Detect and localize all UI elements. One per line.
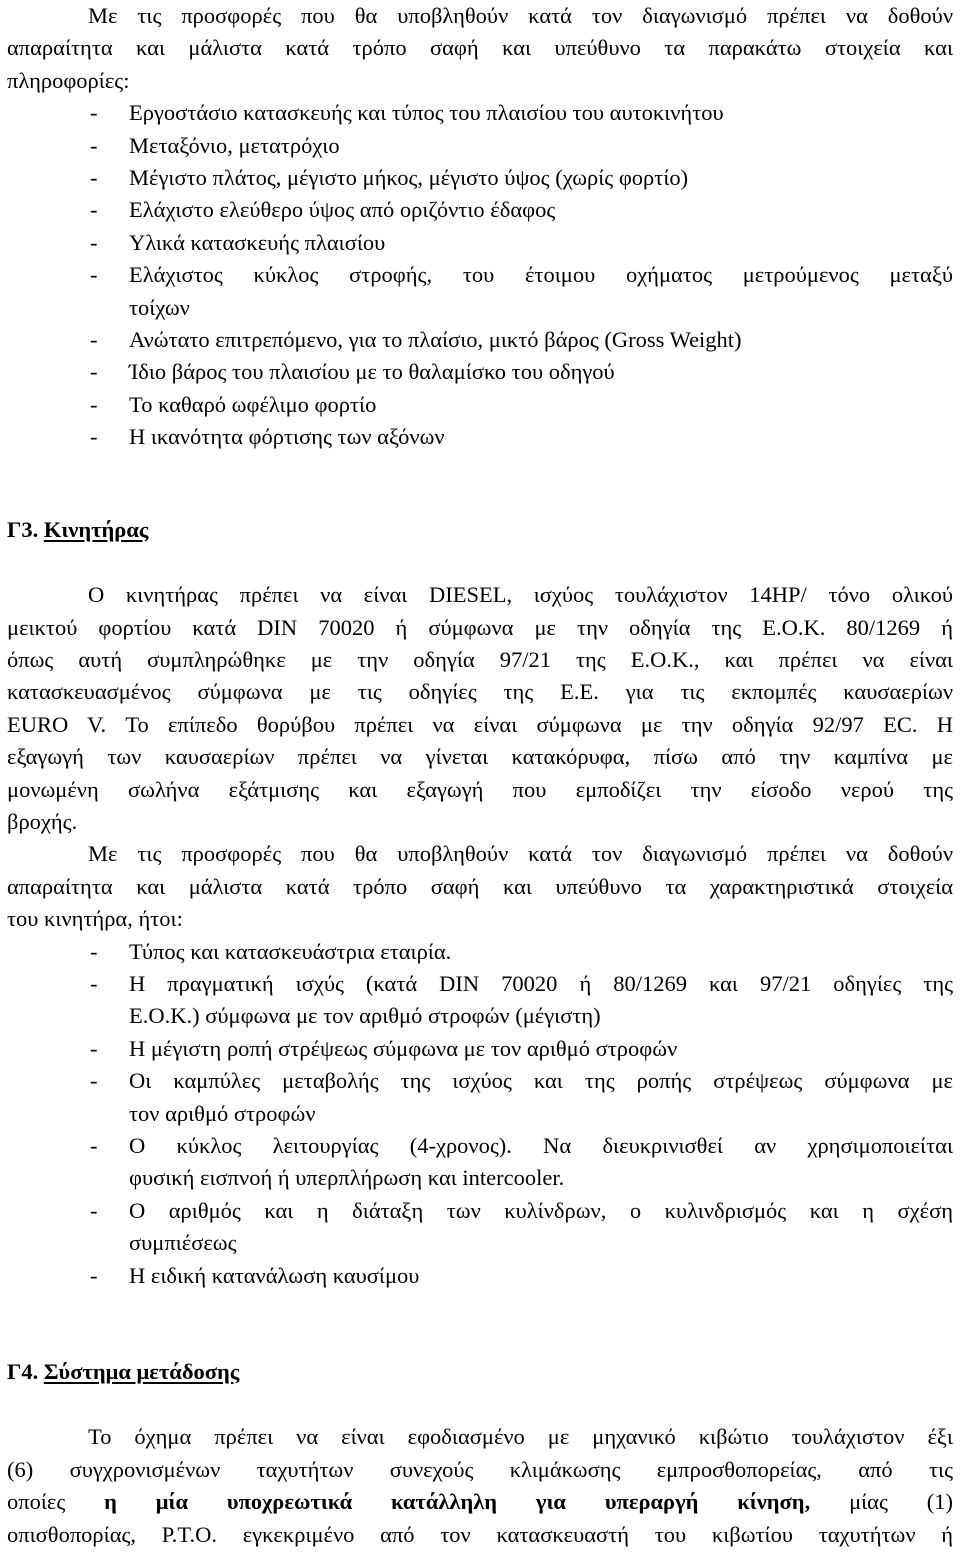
list-item: [7, 162, 953, 194]
text-line: (6) συγχρονισμένων ταχυτήτων συνεχούς κλιμάκωσης εμπροσθοπορείας, από τις: [7, 1456, 953, 1482]
list-item-text: Τύπος και κατασκευάστρια εταιρία.: [129, 938, 452, 964]
list-dash: -: [90, 132, 98, 158]
text-line: απαραίτητα και μάλιστα κατά τρόπο σαφή και υπεύθυνο τα παρακάτω στοιχεία και: [7, 35, 953, 61]
text-line: Με τις προσφορές που θα υποβληθούν κατά τον διαγωνισμό πρέπει να δοθούν: [88, 841, 953, 867]
text-line-mixed: [7, 1486, 953, 1518]
list-item-text-line: Ε.Ο.Κ.) σύμφωνα με τον αριθμό στροφών (μέγιστη): [129, 1003, 601, 1029]
list-dash: -: [90, 970, 98, 996]
list-item: [7, 1065, 953, 1130]
list-dash: -: [90, 1197, 98, 1223]
list-dash: -: [90, 197, 98, 223]
text-line: όπως αυτή συμπληρώθηκε με την οδηγία 97/21 της Ε.Ο.Κ., και πρέπει να είναι: [7, 646, 953, 672]
list-dash: -: [90, 391, 98, 417]
list-item-text: Ανώτατο επιτρεπόμενο, για το πλαίσιο, μικτό βάρος (Gross Weight): [129, 327, 742, 353]
list-item-text-line: Οι καμπύλες μεταβολής της ισχύος και της ροπής στρέψεως σύμφωνα με: [129, 1068, 953, 1094]
list-item-text: Εργοστάσιο κατασκευής και τύπος του πλαισίου του αυτοκινήτου: [129, 100, 724, 126]
section-title: Κινητήρας: [43, 516, 149, 542]
list-item: [7, 227, 953, 259]
engine-offer-paragraph: [7, 838, 953, 935]
list-item-text: Η ειδική κατανάλωση καυσίμου: [129, 1262, 420, 1288]
list-item: [7, 194, 953, 226]
bold-text: η μία υποχρεωτικά κατάλληλη για υπεραργή κίνηση,: [104, 1489, 811, 1515]
list-dash: -: [90, 327, 98, 353]
list-item-text: Υλικά κατασκευής πλαισίου: [129, 229, 386, 255]
text-line: οπισθοπορίας, P.T.O. εγκεκριμένο από τον κατασκευαστή του κιβωτίου ταχυτήτων ή: [7, 1521, 953, 1547]
list-item-text-line: Ο κύκλος λειτουργίας (4-χρονος). Να διευκρινισθεί αν χρησιμοποιείται: [129, 1133, 953, 1158]
text-span: μίας (1): [810, 1489, 953, 1515]
list-dash: -: [90, 100, 98, 126]
list-item-text-line: τον αριθμό στροφών: [129, 1100, 316, 1126]
list-item: [7, 356, 953, 388]
list-item: [7, 968, 953, 1033]
text-line: απαραίτητα και μάλιστα κατά τρόπο σαφή και υπεύθυνο τα χαρακτηριστικά στοιχεία: [7, 873, 953, 899]
text-line: κατασκευασμένος σύμφωνα με τις οδηγίες της Ε.Ε. για τις εκπομπές καυσαερίων: [7, 679, 953, 705]
list-item-text-line: συμπιέσεως: [129, 1230, 237, 1256]
list-item: [7, 97, 953, 129]
list-item-text-line: τοίχων: [129, 294, 190, 320]
list-dash: -: [90, 1133, 98, 1158]
chassis-requirements-list: [7, 97, 953, 453]
list-dash: -: [90, 1068, 98, 1094]
list-item-text-line: Ελάχιστος κύκλος στροφής, του έτοιμου οχήματος μετρούμενος μεταξύ: [129, 262, 953, 288]
text-line: μεικτού φορτίου κατά DIN 70020 ή σύμφωνα με την οδηγία της Ε.Ο.Κ. 80/1269 ή: [7, 614, 953, 640]
list-item-text: Ίδιο βάρος του πλαισίου με το θαλαμίσκο του οδηγού: [129, 359, 615, 385]
section-number: Γ4.: [7, 1359, 39, 1385]
list-dash: -: [90, 359, 98, 385]
text-line: EURO V. Το επίπεδο θορύβου πρέπει να είναι σύμφωνα με την οδηγία 92/97 EC. Η: [7, 711, 953, 737]
section-heading-g3: [7, 514, 953, 546]
list-item-text: [7, 259, 953, 291]
text-span: οποίες: [7, 1489, 105, 1515]
list-item-text: Ελάχιστο ελεύθερο ύψος από οριζόντιο έδαφος: [129, 197, 556, 223]
text-line: εξαγωγή των καυσαερίων πρέπει να γίνεται κατακόρυφα, πίσω από την καμπίνα με: [7, 744, 953, 770]
list-item: [7, 936, 953, 968]
text-line: Το όχημα πρέπει να είναι εφοδιασμένο με μηχανικό κιβώτιο τουλάχιστον έξι: [88, 1424, 953, 1450]
list-item: [7, 421, 953, 453]
list-dash: -: [90, 165, 98, 191]
list-item-text-line: φυσική εισπνοή ή υπερπλήρωση και intercooler.: [129, 1165, 565, 1191]
list-item: [7, 1195, 953, 1260]
text-line: μονωμένη σωλήνα εξάτμισης και εξαγωγή που εμποδίζει την είσοδο νερού της: [7, 776, 953, 802]
list-dash: -: [90, 424, 98, 450]
text-line: Με τις προσφορές που θα υποβληθούν κατά τον διαγωνισμό πρέπει να δοθούν: [88, 3, 953, 28]
list-item: [7, 324, 953, 356]
list-item: [7, 389, 953, 421]
engine-requirements-list: [7, 936, 953, 1292]
list-dash: -: [90, 1262, 98, 1288]
list-dash: -: [90, 938, 98, 964]
engine-paragraph: [7, 579, 953, 838]
list-item: [7, 1130, 953, 1195]
list-item-text: Μεταξόνιο, μετατρόχιο: [129, 132, 340, 158]
list-item-text-line: Η πραγματική ισχύς (κατά DIN 70020 ή 80/1269 και 97/21 οδηγίες της: [129, 970, 953, 996]
list-item-text: Το καθαρό ωφέλιμο φορτίο: [129, 391, 377, 417]
list-item: [7, 1033, 953, 1065]
text-line: βροχής.: [7, 808, 78, 834]
section-heading-g4: [7, 1356, 953, 1388]
list-item-text: Η μέγιστη ροπή στρέψεως σύμφωνα με τον αριθμό στροφών: [129, 1035, 678, 1061]
list-item: [7, 1260, 953, 1292]
transmission-paragraph: [7, 1421, 953, 1551]
list-item: [7, 130, 953, 162]
document-page: [7, 0, 953, 1551]
list-dash: -: [90, 229, 98, 255]
intro-paragraph: [7, 0, 953, 97]
list-item: [7, 259, 953, 324]
list-dash: -: [90, 1035, 98, 1061]
section-title: Σύστημα μετάδοσης: [43, 1359, 240, 1385]
list-item-text-line: Ο αριθμός και η διάταξη των κυλίνδρων, ο κυλινδρισμός και η σχέση: [129, 1197, 953, 1223]
text-line: του κινητήρα, ήτοι:: [7, 906, 183, 932]
list-item-text: Η ικανότητα φόρτισης των αξόνων: [129, 424, 445, 450]
section-number: Γ3.: [7, 516, 39, 542]
list-item-text: Μέγιστο πλάτος, μέγιστο μήκος, μέγιστο ύψος (χωρίς φορτίο): [129, 165, 689, 191]
text-line: Ο κινητήρας πρέπει να είναι DIESEL, ισχύος τουλάχιστον 14HP/ τόνο ολικού: [88, 582, 953, 608]
text-line: πληροφορίες:: [7, 67, 130, 93]
list-dash: -: [90, 262, 98, 288]
